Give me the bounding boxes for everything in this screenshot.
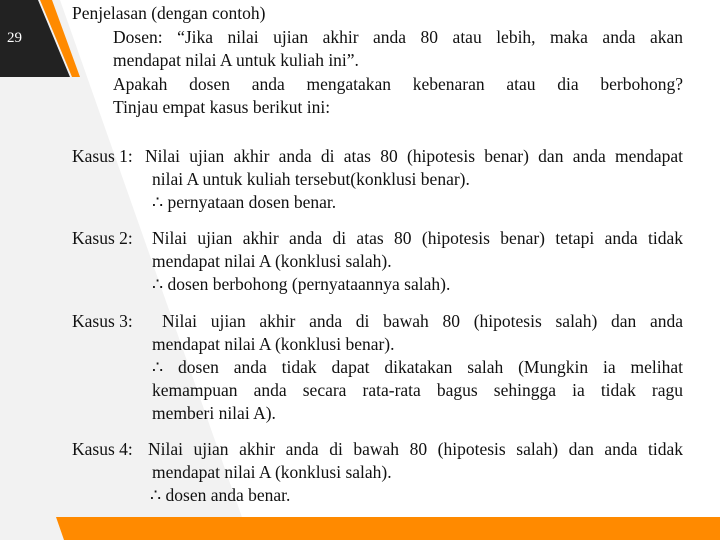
case-line: nilai A untuk kuliah tersebut(konklusi benar). [152,169,470,189]
case-line: kemampuan anda secara rata-rata bagus sehingga ia tidak ragu [152,380,683,400]
case-line: ∴ dosen anda benar. [150,485,291,505]
intro-line: Dosen: “Jika nilai ujian akhir anda 80 atau lebih, maka anda akan [113,27,683,47]
intro-line: Tinjau empat kasus berikut ini: [113,97,331,117]
orange-footer-bar [56,517,720,540]
case-line: Nilai ujian akhir anda di bawah 80 (hipotesis salah) dan anda [162,311,683,331]
case-label: Kasus 4: [72,439,133,459]
slide-title: Penjelasan (dengan contoh) [72,3,266,23]
intro-line: Apakah dosen anda mengatakan kebenaran atau dia berbohong? [113,74,683,94]
case-label: Kasus 1: [72,146,133,166]
case-label: Kasus 2: [72,228,133,248]
case-label: Kasus 3: [72,311,133,331]
case-line: memberi nilai A). [152,403,276,423]
case-line: Nilai ujian akhir anda di atas 80 (hipotesis benar) dan anda mendapat [145,146,683,166]
slide-number: 29 [7,30,22,46]
case-line: ∴ pernyataan dosen benar. [152,192,337,212]
case-line: Nilai ujian akhir anda di bawah 80 (hipotesis salah) dan anda tidak [148,439,683,459]
case-line: ∴ dosen anda tidak dapat dikatakan salah (Mungkin ia melihat [152,357,683,377]
case-line: mendapat nilai A (konklusi benar). [152,334,395,354]
case-line: mendapat nilai A (konklusi salah). [152,251,392,271]
case-line: mendapat nilai A (konklusi salah). [152,462,392,482]
case-line: Nilai ujian akhir anda di atas 80 (hipotesis benar) tetapi anda tidak [152,228,683,248]
case-line: ∴ dosen berbohong (pernyataannya salah). [152,274,451,294]
intro-line: mendapat nilai A untuk kuliah ini”. [113,50,359,70]
